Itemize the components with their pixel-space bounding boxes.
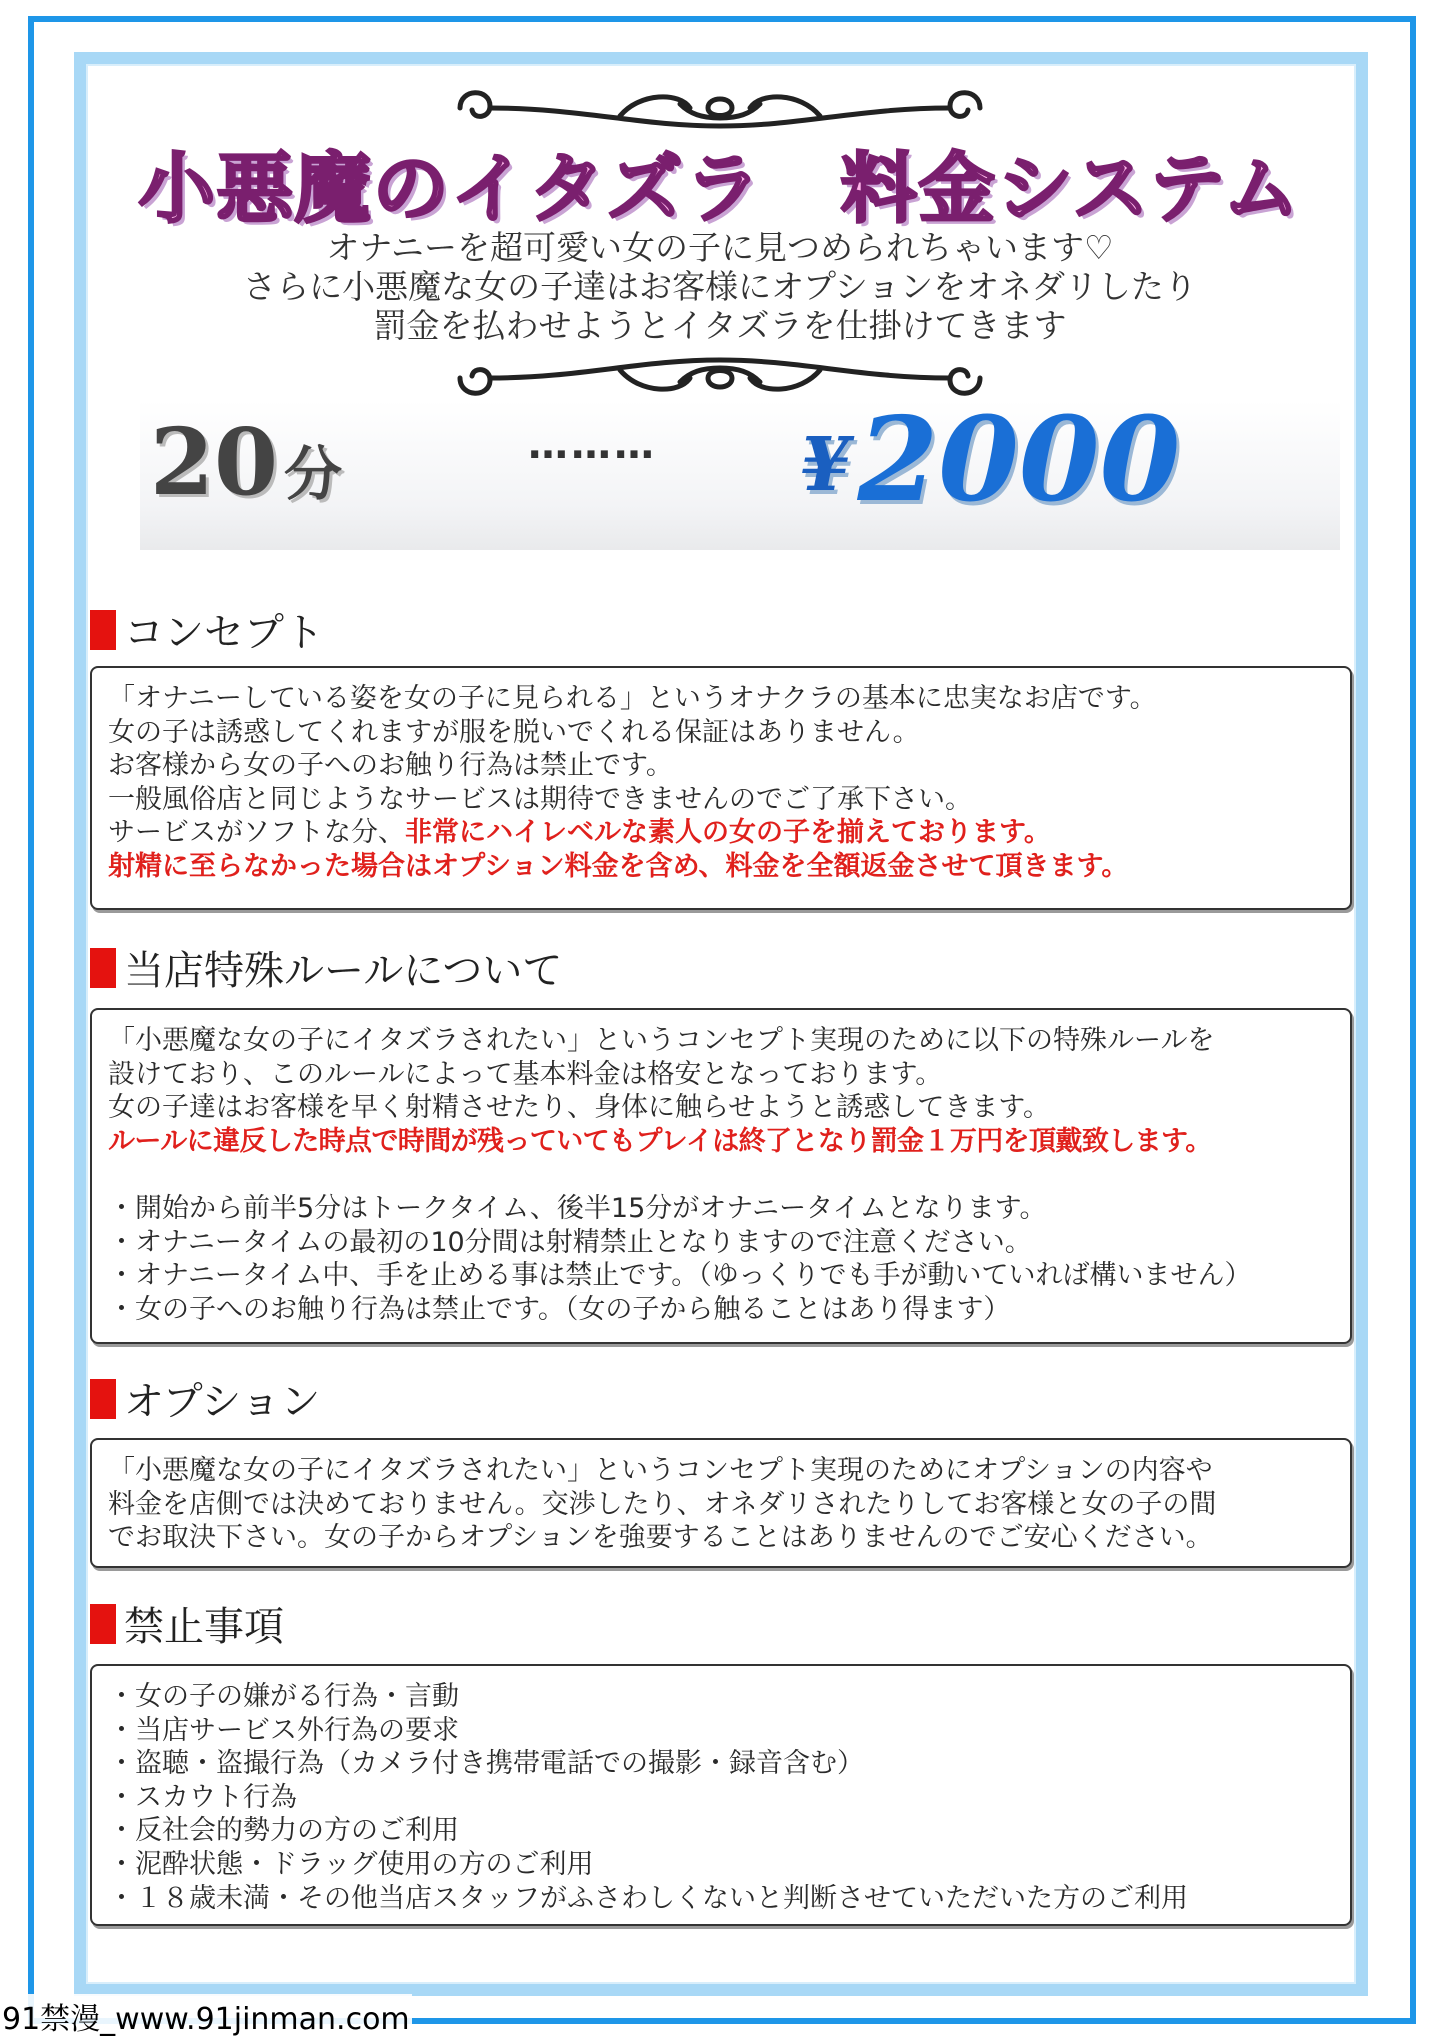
currency-symbol: ¥ [800, 422, 852, 508]
concept-line: 女の子は誘惑してくれますが服を脱いでくれる保証はありません。 [108, 716, 920, 748]
section-heading-concept [90, 601, 324, 658]
rules-bullet: ・オナニータイム中、手を止める事は禁止です。（ゆっくりでも手が動いていれば構いません） [108, 1260, 1252, 1292]
price-duration [150, 408, 342, 516]
options-line: 「小悪魔な女の子にイタズラされたい」というコンセプト実現のためにオプションの内容や [108, 1455, 1213, 1486]
rules-line: 女の子達はお客様を早く射精させたり、身体に触らせようと誘惑してきます。 [108, 1092, 1051, 1124]
subtitle-line: 罰金を払わせようとイタズラを仕掛けてきます [373, 306, 1067, 345]
price-amount [800, 392, 1180, 528]
rules-bullet: ・開始から前半5分はトークタイム、後半15分がオナニータイムとなります。 [108, 1192, 1047, 1224]
prohibited-item: ・泥酔状態・ドラッグ使用の方のご利用 [108, 1848, 594, 1880]
heading-marker-icon [90, 610, 116, 650]
price-duration-value: 20 [150, 408, 279, 516]
rules-penalty-notice: ルールに違反した時点で時間が残っていてもプレイは終了となり罰金１万円を頂戴致します。 [108, 1125, 1212, 1157]
rules-line: 設けており、このルールによって基本料金は格安となっております。 [108, 1058, 943, 1090]
prohibited-item: ・盗聴・盗撮行為（カメラ付き携帯電話での撮影・録音含む） [108, 1748, 864, 1780]
concept-emphasis: 非常にハイレベルな素人の女の子を揃えております。 [405, 817, 1051, 849]
section-heading-prohibited [90, 1595, 284, 1652]
section-heading-label: 当店特殊ルールについて [124, 948, 563, 994]
concept-refund-notice: 射精に至らなかった場合はオプション料金を含め、料金を全額返金させて頂きます。 [108, 850, 1129, 882]
prohibited-item: ・スカウト行為 [108, 1781, 297, 1813]
subtitle [0, 228, 1440, 345]
section-heading-label: オプション [124, 1379, 321, 1425]
prohibited-item: ・反社会的勢力の方のご利用 [108, 1815, 459, 1847]
page-title: 小悪魔のイタズラ 料金システム [138, 144, 1302, 233]
options-line: でお取決下さい。女の子からオプションを強要することはありませんのでご安心ください。 [108, 1522, 1213, 1554]
watermark: 91禁漫_www.91jinman.com [0, 1994, 412, 2038]
concept-line: 一般風俗店と同じようなサービスは期待できませんのでご了承下さい。 [108, 783, 972, 815]
rules-box [90, 1008, 1352, 1344]
concept-line: お客様から女の子へのお触り行為は禁止です。 [108, 750, 673, 782]
concept-line: 「オナニーしている姿を女の子に見られる」というオナクラの基本に忠実なお店です。 [108, 683, 1157, 714]
subtitle-line: さらに小悪魔な女の子達はお客様にオプションをオネダリしたり [243, 267, 1197, 306]
subtitle-line: オナニーを超可愛い女の子に見つめられちゃいます♡ [326, 228, 1114, 267]
concept-line-prefix: サービスがソフトな分、 [108, 817, 405, 849]
prohibited-item: ・１８歳未満・その他当店スタッフがふさわしくないと判断させていただいた方のご利用 [108, 1882, 1188, 1914]
prohibited-box [90, 1664, 1352, 1926]
rules-bullet: ・オナニータイムの最初の10分間は射精禁止となりますので注意ください。 [108, 1226, 1032, 1258]
options-line: 料金を店側では決めておりません。交渉したり、オネダリされたりしてお客様と女の子の間 [108, 1488, 1217, 1520]
price-leader-dots: ……… [528, 422, 657, 468]
section-heading-label: コンセプト [124, 610, 324, 656]
options-box [90, 1438, 1352, 1568]
prohibited-item: ・女の子の嫌がる行為・言動 [108, 1681, 459, 1712]
concept-line [108, 816, 1334, 850]
heading-marker-icon [90, 1604, 116, 1644]
section-heading-options [90, 1370, 320, 1427]
rules-bullet: ・女の子へのお触り行為は禁止です。（女の子から触ることはあり得ます） [108, 1293, 1011, 1325]
prohibited-item: ・当店サービス外行為の要求 [108, 1714, 459, 1746]
price-duration-unit: 分 [284, 440, 343, 508]
rules-line: 「小悪魔な女の子にイタズラされたい」というコンセプト実現のために以下の特殊ルールを [108, 1025, 1215, 1056]
section-heading-label: 禁止事項 [124, 1604, 284, 1650]
heading-marker-icon [90, 948, 116, 988]
section-heading-rules [90, 939, 562, 996]
concept-box [90, 666, 1352, 910]
heading-marker-icon [90, 1379, 116, 1419]
price-amount-value: 2000 [857, 392, 1181, 528]
